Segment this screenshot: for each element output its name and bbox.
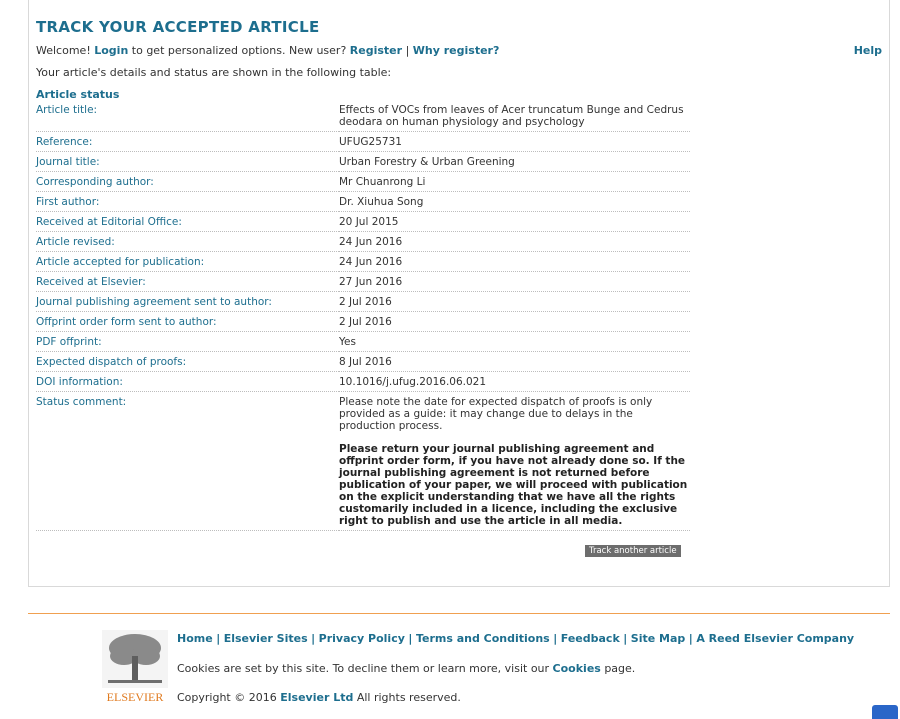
status-row xyxy=(36,352,690,372)
status-row xyxy=(36,100,690,132)
footer-link-separator: | xyxy=(688,632,693,645)
welcome-separator: | xyxy=(405,44,410,57)
status-row xyxy=(36,332,690,352)
status-row-value: 27 Jun 2016 xyxy=(339,272,690,292)
status-row-value: 10.1016/j.ufug.2016.06.021 xyxy=(339,372,690,392)
footer-divider xyxy=(28,613,890,614)
status-row xyxy=(36,132,690,152)
status-row-value: 24 Jun 2016 xyxy=(339,232,690,252)
intro-text: Your article's details and status are shown in the following table: xyxy=(36,66,392,79)
footer-link-separator: | xyxy=(623,632,628,645)
status-row-label: Article title: xyxy=(36,100,339,132)
elsevier-tree-logo[interactable] xyxy=(102,630,168,706)
status-row-value: Mr Chuanrong Li xyxy=(339,172,690,192)
login-link[interactable]: Login xyxy=(94,44,129,57)
footer-link-terms-and-conditions[interactable]: Terms and Conditions xyxy=(415,632,550,645)
status-row-value xyxy=(339,392,690,531)
cookies-notice xyxy=(177,662,635,675)
cookies-link[interactable]: Cookies xyxy=(552,662,601,675)
register-link[interactable]: Register xyxy=(349,44,403,57)
page-title: TRACK YOUR ACCEPTED ARTICLE xyxy=(36,18,320,36)
footer-link-separator: | xyxy=(216,632,221,645)
status-row xyxy=(36,192,690,212)
status-row-label: Reference: xyxy=(36,132,339,152)
copyright xyxy=(177,691,461,704)
cookies-suffix: page. xyxy=(604,662,636,675)
footer-link-feedback[interactable]: Feedback xyxy=(560,632,620,645)
status-row-value: 2 Jul 2016 xyxy=(339,292,690,312)
copyright-prefix: Copyright © 2016 xyxy=(177,691,277,704)
status-row xyxy=(36,212,690,232)
status-row xyxy=(36,232,690,252)
elsevier-ltd-link[interactable]: Elsevier Ltd xyxy=(280,691,354,704)
welcome-bar xyxy=(36,44,882,57)
footer-link-home[interactable]: Home xyxy=(177,632,213,645)
article-status-table xyxy=(36,100,690,531)
status-row-label: Article revised: xyxy=(36,232,339,252)
footer-links xyxy=(177,632,854,645)
status-row-value: 24 Jun 2016 xyxy=(339,252,690,272)
article-status-heading: Article status xyxy=(36,88,120,101)
copyright-suffix: All rights reserved. xyxy=(356,691,461,704)
status-row-value: 8 Jul 2016 xyxy=(339,352,690,372)
status-row xyxy=(36,372,690,392)
status-row-label: Received at Elsevier: xyxy=(36,272,339,292)
status-row-label: Journal publishing agreement sent to author: xyxy=(36,292,339,312)
status-row xyxy=(36,252,690,272)
footer-link-site-map[interactable]: Site Map xyxy=(630,632,686,645)
status-row-label: Offprint order form sent to author: xyxy=(36,312,339,332)
status-row xyxy=(36,312,690,332)
status-row-label: First author: xyxy=(36,192,339,212)
status-row-value: UFUG25731 xyxy=(339,132,690,152)
help-link[interactable]: Help xyxy=(853,44,882,57)
welcome-middle-text: to get personalized options. New user? xyxy=(131,44,347,57)
welcome-text: Welcome! xyxy=(36,44,91,57)
footer-link-elsevier-sites[interactable]: Elsevier Sites xyxy=(223,632,308,645)
status-comment-bold-text: Please return your journal publishing agreement and offprint order form, if you have not already done so. If the journal publishing agreement is not returned before publication of your paper, we will proceed with publication on the explicit understanding that we have all the rights customarily included in a licence, including the exclusive right to publish and use the article in all media. xyxy=(339,443,688,527)
status-row-label: Received at Editorial Office: xyxy=(36,212,339,232)
status-row xyxy=(36,152,690,172)
status-row-label: DOI information: xyxy=(36,372,339,392)
status-row-label: Corresponding author: xyxy=(36,172,339,192)
footer-link-separator: | xyxy=(553,632,558,645)
main-panel xyxy=(28,0,890,587)
cookies-prefix: Cookies are set by this site. To decline them or learn more, visit our xyxy=(177,662,550,675)
track-another-article-button[interactable]: Track another article xyxy=(585,545,681,557)
status-row-value: 2 Jul 2016 xyxy=(339,312,690,332)
logo-text: ELSEVIER xyxy=(106,690,164,704)
corner-badge-icon[interactable] xyxy=(872,705,898,719)
status-row-label: Expected dispatch of proofs: xyxy=(36,352,339,372)
status-row-value: Urban Forestry & Urban Greening xyxy=(339,152,690,172)
status-row xyxy=(36,172,690,192)
track-another-container xyxy=(585,538,681,557)
status-row-label: Journal title: xyxy=(36,152,339,172)
footer-link-privacy-policy[interactable]: Privacy Policy xyxy=(318,632,405,645)
footer-link-separator: | xyxy=(311,632,316,645)
footer-link-a-reed-elsevier-company[interactable]: A Reed Elsevier Company xyxy=(696,632,855,645)
why-register-link[interactable]: Why register? xyxy=(412,44,500,57)
status-row-label: Status comment: xyxy=(36,392,339,531)
status-row-value: Effects of VOCs from leaves of Acer truncatum Bunge and Cedrus deodara on human physiology and psychology xyxy=(339,100,690,132)
status-row-label: Article accepted for publication: xyxy=(36,252,339,272)
status-row xyxy=(36,392,690,531)
status-row-value: 20 Jul 2015 xyxy=(339,212,690,232)
status-row-value: Dr. Xiuhua Song xyxy=(339,192,690,212)
footer-link-separator: | xyxy=(408,632,413,645)
status-row-value: Yes xyxy=(339,332,690,352)
status-comment-text: Please note the date for expected dispatch of proofs is only provided as a guide: it may change due to delays in the production process. xyxy=(339,396,653,432)
status-row-label: PDF offprint: xyxy=(36,332,339,352)
status-row xyxy=(36,272,690,292)
status-row xyxy=(36,292,690,312)
